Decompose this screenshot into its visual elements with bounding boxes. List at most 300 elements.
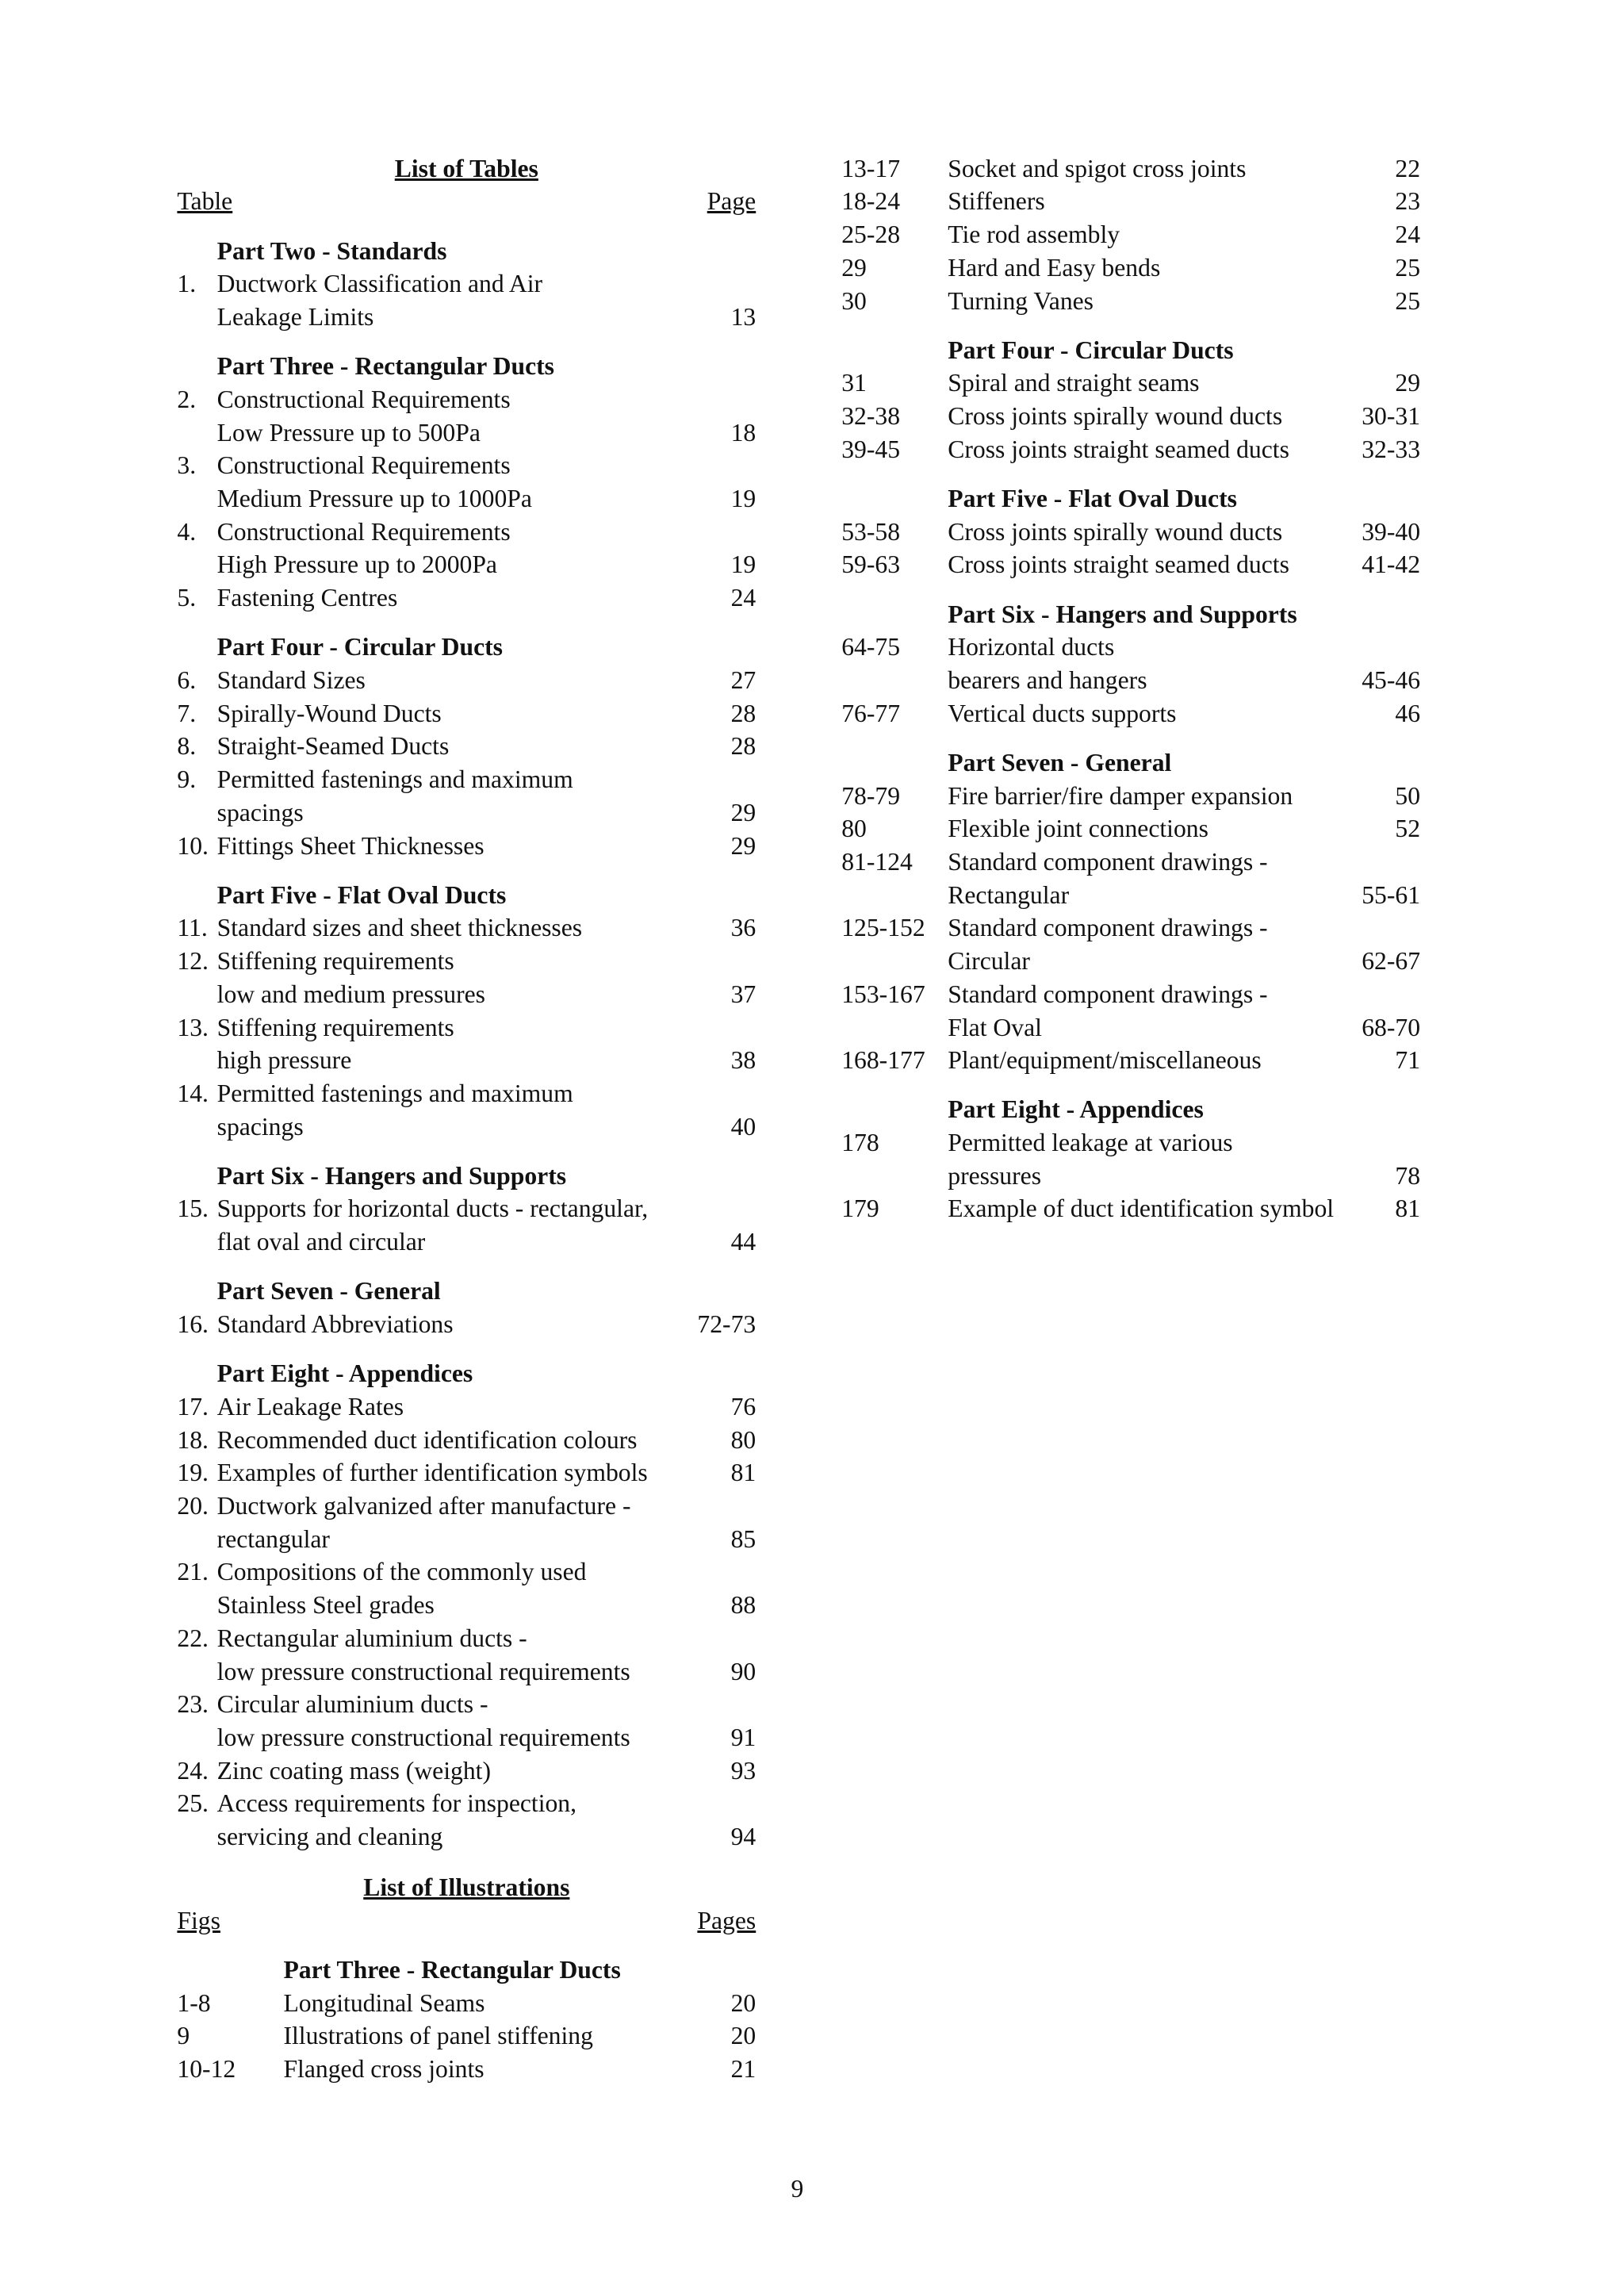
entry-number: 19. [177, 1459, 209, 1487]
entry-line [217, 383, 756, 416]
entry-number: 10-12 [177, 2055, 236, 2084]
entry-title: spacings [216, 1112, 304, 1141]
entry-body [948, 152, 1420, 186]
entry-title: Flanged cross joints [283, 2055, 485, 2084]
entry-body [283, 1987, 756, 2020]
section-heading: Part Six - Hangers and Supports [948, 600, 1297, 628]
entry-number: 9 [177, 2022, 190, 2050]
entry-page: 72-73 [697, 1310, 756, 1339]
figure-entry [841, 366, 1420, 400]
entry-page [1415, 911, 1420, 945]
table-entry [177, 1490, 756, 1555]
section-heading: Part Three - Rectangular Ducts [283, 1955, 621, 1984]
entry-body [217, 730, 756, 763]
entry-line [217, 1044, 756, 1077]
entry-title: Vertical ducts supports [948, 699, 1177, 727]
table-entry [177, 449, 756, 515]
entry-title: Ductwork galvanized after manufacture - [216, 1492, 631, 1520]
entry-title: Standard component drawings - [948, 847, 1268, 876]
entry-line [217, 1589, 756, 1622]
entry-line [217, 1424, 756, 1457]
entry-body [217, 1390, 756, 1424]
section-gap [177, 862, 756, 878]
section-gap [177, 1938, 756, 1954]
entry-title: Compositions of the commonly used [216, 1558, 587, 1586]
entry-title: Rectangular aluminium ducts - [216, 1624, 527, 1652]
entry-body [217, 1787, 756, 1853]
entry-page [747, 1787, 756, 1820]
entry-line [217, 548, 756, 581]
figure-entry [841, 631, 1420, 696]
entry-page: 24 [1395, 220, 1421, 249]
entry-title: Medium Pressure up to 1000Pa [216, 485, 532, 513]
entry-line [948, 366, 1420, 400]
entry-number: 13-17 [841, 154, 901, 182]
entry-page: 19 [730, 485, 756, 513]
entry-page [1415, 845, 1420, 879]
entry-body [948, 548, 1420, 581]
entry-page: 37 [730, 980, 756, 1008]
table-entry [177, 1456, 756, 1490]
entry-number: 1. [177, 270, 197, 298]
entry-line [217, 416, 756, 450]
table-entry [177, 1754, 756, 1788]
entry-page: 29 [730, 831, 756, 860]
entry-page [747, 383, 756, 416]
page-col-label: Page [707, 187, 756, 216]
entry-number: 22. [177, 1624, 209, 1652]
left-column [177, 152, 756, 2086]
entry-title: Low Pressure up to 500Pa [216, 418, 481, 447]
section-gap [841, 581, 1420, 597]
entry-number: 53-58 [841, 517, 901, 546]
section-gap [841, 466, 1420, 482]
entry-title: Stiffening requirements [216, 1013, 454, 1041]
entry-title: Standard component drawings - [948, 980, 1268, 1008]
entry-body [217, 911, 756, 945]
entry-page: 46 [1395, 699, 1421, 727]
entry-page: 18 [730, 418, 756, 447]
section-gap [841, 317, 1420, 333]
entry-page: 29 [1395, 369, 1421, 397]
entry-number: 2. [177, 385, 197, 413]
entry-title: Cross joints spirally wound ducts [948, 517, 1283, 546]
table-entry [177, 1308, 756, 1341]
entry-body [217, 1555, 756, 1621]
entry-page [1415, 631, 1420, 664]
section-heading: Part Two - Standards [216, 236, 447, 265]
entry-body [217, 763, 756, 829]
entry-line [217, 581, 756, 615]
entry-title: Permitted leakage at various [948, 1129, 1233, 1157]
table-entry [177, 1787, 756, 1853]
entry-line [948, 152, 1420, 186]
entry-number: 1-8 [177, 1988, 211, 2017]
entry-body [948, 978, 1420, 1044]
entry-number: 21. [177, 1558, 209, 1586]
entry-title: Straight-Seamed Ducts [216, 732, 450, 761]
table-entry [177, 1424, 756, 1457]
entry-page [747, 1688, 756, 1721]
entry-number: 8. [177, 732, 197, 761]
figure-entry [841, 516, 1420, 549]
entry-body [217, 945, 756, 1010]
figure-entry [841, 152, 1420, 186]
entry-line [948, 218, 1420, 251]
entry-title: Fire barrier/fire damper expansion [948, 781, 1293, 810]
right-column [841, 152, 1420, 1225]
entry-page: 44 [730, 1228, 756, 1256]
entry-line [217, 1456, 756, 1490]
entry-number: 9. [177, 765, 197, 794]
entry-page: 50 [1395, 781, 1421, 810]
entry-title: Standard sizes and sheet thicknesses [216, 914, 583, 942]
entry-number: 12. [177, 947, 209, 976]
entry-number: 16. [177, 1310, 209, 1339]
entry-body [948, 400, 1420, 433]
entry-page [747, 1622, 756, 1655]
entry-body [217, 1424, 756, 1457]
entry-page: 39-40 [1362, 517, 1421, 546]
entry-title: Standard Sizes [216, 666, 366, 694]
entry-page: 62-67 [1362, 947, 1421, 976]
entry-line [217, 1622, 756, 1655]
entry-line [948, 945, 1420, 978]
entry-page: 28 [730, 732, 756, 761]
figure-entry [177, 2019, 756, 2053]
entry-body [217, 1622, 756, 1688]
entry-body [948, 1126, 1420, 1192]
entry-line [217, 516, 756, 549]
section-gap [177, 1341, 756, 1357]
entry-number: 23. [177, 1690, 209, 1719]
entry-title: low pressure constructional requirements [216, 1723, 630, 1751]
entry-title: Illustrations of panel stiffening [283, 2022, 593, 2050]
entry-page: 22 [1395, 154, 1421, 182]
entry-number: 29 [841, 253, 867, 282]
section-heading: Part Four - Circular Ducts [216, 633, 503, 661]
table-entry [177, 1622, 756, 1688]
section-heading: Part Five - Flat Oval Ducts [216, 880, 507, 909]
entry-body [948, 516, 1420, 549]
entry-title: spacings [216, 798, 304, 826]
entry-line [948, 400, 1420, 433]
entry-number: 24. [177, 1756, 209, 1785]
entry-page [747, 1077, 756, 1110]
entry-title: Permitted fastenings and maximum [216, 765, 573, 794]
table-entry [177, 1688, 756, 1754]
figure-entry [841, 1192, 1420, 1225]
entry-title: Spirally-Wound Ducts [216, 699, 442, 727]
figure-entry [841, 697, 1420, 730]
table-entry [177, 1192, 756, 1258]
entry-line [283, 2019, 756, 2053]
entry-line [217, 1390, 756, 1424]
entry-number: 20. [177, 1492, 209, 1520]
illustrations-column-header [177, 1904, 756, 1938]
entry-title: Circular aluminium ducts - [216, 1690, 488, 1719]
section-heading: Part Six - Hangers and Supports [216, 1161, 567, 1190]
entry-page: 52 [1395, 815, 1421, 843]
entry-number: 153-167 [841, 980, 925, 1008]
table-entry [177, 1077, 756, 1143]
entry-page [747, 1555, 756, 1589]
entry-page: 36 [730, 914, 756, 942]
entry-line [217, 796, 756, 830]
table-entry [177, 1011, 756, 1077]
entry-number: 80 [841, 815, 867, 843]
entry-body [217, 1011, 756, 1077]
entry-number: 178 [841, 1129, 879, 1157]
entry-body [217, 1308, 756, 1341]
figure-entry [841, 812, 1420, 845]
section-heading: Part Eight - Appendices [948, 1095, 1204, 1124]
entry-body [217, 1754, 756, 1788]
entry-number: 64-75 [841, 633, 901, 661]
entry-line [948, 879, 1420, 912]
entry-line [217, 1787, 756, 1820]
entry-page [747, 1192, 756, 1225]
entry-title: Stainless Steel grades [216, 1591, 435, 1620]
entry-body [948, 285, 1420, 318]
table-entry [177, 911, 756, 945]
figure-entry [841, 911, 1420, 977]
entry-number: 14. [177, 1079, 209, 1107]
entry-line [217, 267, 756, 301]
entry-title: Circular [948, 947, 1030, 976]
figure-entry [841, 1126, 1420, 1192]
entry-page: 81 [1395, 1194, 1421, 1223]
entry-title: low pressure constructional requirements [216, 1657, 630, 1685]
entry-body [948, 366, 1420, 400]
entry-body [948, 1044, 1420, 1077]
entry-title: Example of duct identification symbol [948, 1194, 1335, 1223]
list-of-illustrations-title: List of Illustrations [363, 1873, 570, 1902]
entry-line [948, 780, 1420, 813]
entry-number: 5. [177, 584, 197, 612]
entry-title: servicing and cleaning [216, 1823, 443, 1851]
entry-number: 76-77 [841, 699, 901, 727]
entry-body [948, 185, 1420, 218]
entry-body [217, 449, 756, 515]
entry-title: rectangular [216, 1524, 330, 1553]
entry-title: High Pressure up to 2000Pa [216, 550, 497, 579]
entry-number: 78-79 [841, 781, 901, 810]
entry-number: 3. [177, 451, 197, 480]
entry-line [217, 1011, 756, 1045]
section-gap [177, 218, 756, 234]
table-entry [177, 267, 756, 333]
entry-title: Air Leakage Rates [216, 1392, 404, 1421]
entry-line [948, 1044, 1420, 1077]
entry-line [217, 1192, 756, 1225]
entry-page: 90 [730, 1657, 756, 1685]
entry-line [283, 1987, 756, 2020]
entry-body [948, 218, 1420, 251]
entry-title: Standard Abbreviations [216, 1310, 454, 1339]
entry-line [217, 1077, 756, 1110]
entry-title: Fittings Sheet Thicknesses [216, 831, 485, 860]
figs-col-label: Figs [177, 1906, 220, 1934]
entry-line [948, 1160, 1420, 1193]
entry-body [217, 1077, 756, 1143]
entry-line [217, 1110, 756, 1144]
entry-line [948, 978, 1420, 1011]
entry-page: 21 [730, 2055, 756, 2084]
section-heading: Part Four - Circular Ducts [948, 335, 1234, 364]
entry-page: 19 [730, 550, 756, 579]
table-entry [177, 1390, 756, 1424]
entry-title: high pressure [216, 1046, 352, 1075]
entry-number: 15. [177, 1194, 209, 1223]
entry-title: Stiffeners [948, 187, 1045, 216]
entry-page: 78 [1395, 1161, 1421, 1190]
entry-body [948, 1192, 1420, 1225]
entry-page: 88 [730, 1591, 756, 1620]
entry-title: Zinc coating mass (weight) [216, 1756, 491, 1785]
entry-page: 38 [730, 1046, 756, 1075]
entry-page: 94 [730, 1823, 756, 1851]
figure-entry [841, 218, 1420, 251]
section-heading: Part Seven - General [948, 748, 1172, 776]
entry-page: 45-46 [1362, 666, 1421, 694]
entry-page: 29 [730, 798, 756, 826]
entry-body [217, 1456, 756, 1490]
figure-entry [841, 1044, 1420, 1077]
entry-body [217, 1192, 756, 1258]
entry-body [948, 433, 1420, 466]
entry-page [747, 763, 756, 796]
entry-body [948, 631, 1420, 696]
entry-page: 81 [730, 1459, 756, 1487]
entry-number: 6. [177, 666, 197, 694]
figure-entry [841, 780, 1420, 813]
entry-page: 20 [730, 1988, 756, 2017]
entry-number: 30 [841, 286, 867, 315]
entry-line [948, 516, 1420, 549]
entry-title: Flexible joint connections [948, 815, 1208, 843]
table-entry [177, 664, 756, 697]
entry-line [948, 433, 1420, 466]
entry-line [217, 1490, 756, 1523]
table-entry [177, 697, 756, 730]
entry-body [217, 697, 756, 730]
entry-line [217, 482, 756, 516]
entry-page [747, 1490, 756, 1523]
entry-number: 17. [177, 1392, 209, 1421]
figure-entry [841, 185, 1420, 218]
entry-page [1415, 1126, 1420, 1160]
entry-line [948, 251, 1420, 285]
entry-line [217, 1688, 756, 1721]
entry-line [217, 945, 756, 978]
entry-line [217, 1555, 756, 1589]
entry-number: 32-38 [841, 402, 901, 431]
entry-body [217, 1490, 756, 1555]
entry-page: 91 [730, 1723, 756, 1751]
section-gap [177, 615, 756, 631]
entry-number: 4. [177, 517, 197, 546]
page-number: 9 [791, 2174, 804, 2203]
entry-page: 25 [1395, 286, 1421, 315]
entry-line [217, 301, 756, 334]
entry-line [948, 845, 1420, 879]
entry-page: 55-61 [1362, 880, 1421, 909]
entry-page: 80 [730, 1425, 756, 1454]
table-entry [177, 581, 756, 615]
entry-line [948, 1126, 1420, 1160]
entry-page: 32-33 [1362, 435, 1421, 463]
entry-number: 13. [177, 1013, 209, 1041]
table-entry [177, 1555, 756, 1621]
entry-body [948, 812, 1420, 845]
entry-body [948, 911, 1420, 977]
entry-body [948, 697, 1420, 730]
entry-line [948, 631, 1420, 664]
section-gap [177, 334, 756, 350]
figure-entry [177, 2053, 756, 2086]
entry-number: 10. [177, 831, 209, 860]
section-gap [177, 1143, 756, 1159]
entry-body [283, 2019, 756, 2053]
table-entry [177, 830, 756, 863]
section-gap [841, 1077, 1420, 1093]
table-entry [177, 516, 756, 581]
entry-line [217, 1308, 756, 1341]
figure-entry [841, 845, 1420, 911]
entry-page: 40 [730, 1112, 756, 1141]
entry-page: 20 [730, 2022, 756, 2050]
entry-page: 24 [730, 584, 756, 612]
table-entry [177, 730, 756, 763]
section-heading: Part Three - Rectangular Ducts [216, 352, 554, 381]
entry-page [1415, 978, 1420, 1011]
section-heading: Part Five - Flat Oval Ducts [948, 485, 1237, 513]
entry-title: Hard and Easy bends [948, 253, 1161, 282]
entry-body [217, 664, 756, 697]
table-entry [177, 763, 756, 829]
entry-page: 27 [730, 666, 756, 694]
entry-title: low and medium pressures [216, 980, 485, 1008]
entry-page: 23 [1395, 187, 1421, 216]
figure-entry [841, 978, 1420, 1044]
table-entry [177, 945, 756, 1010]
entry-number: 81-124 [841, 847, 913, 876]
entry-title: Horizontal ducts [948, 633, 1115, 661]
entry-title: Permitted fastenings and maximum [216, 1079, 573, 1107]
entry-page [747, 1011, 756, 1045]
figure-entry [841, 548, 1420, 581]
entry-title: Ductwork Classification and Air [216, 270, 543, 298]
entry-line [217, 1754, 756, 1788]
entry-title: Constructional Requirements [216, 517, 511, 546]
figure-entry [841, 251, 1420, 285]
entry-title: Tie rod assembly [948, 220, 1120, 249]
entry-line [283, 2053, 756, 2086]
entry-number: 168-177 [841, 1046, 925, 1075]
entry-title: Cross joints straight seamed ducts [948, 550, 1289, 579]
entry-title: bearers and hangers [948, 666, 1147, 694]
table-entry [177, 383, 756, 449]
entry-page [747, 449, 756, 482]
entry-number: 18. [177, 1425, 209, 1454]
entry-body [217, 830, 756, 863]
figure-entry [841, 285, 1420, 318]
entry-body [217, 581, 756, 615]
entry-page: 76 [730, 1392, 756, 1421]
entry-line [948, 285, 1420, 318]
entry-body [217, 267, 756, 333]
